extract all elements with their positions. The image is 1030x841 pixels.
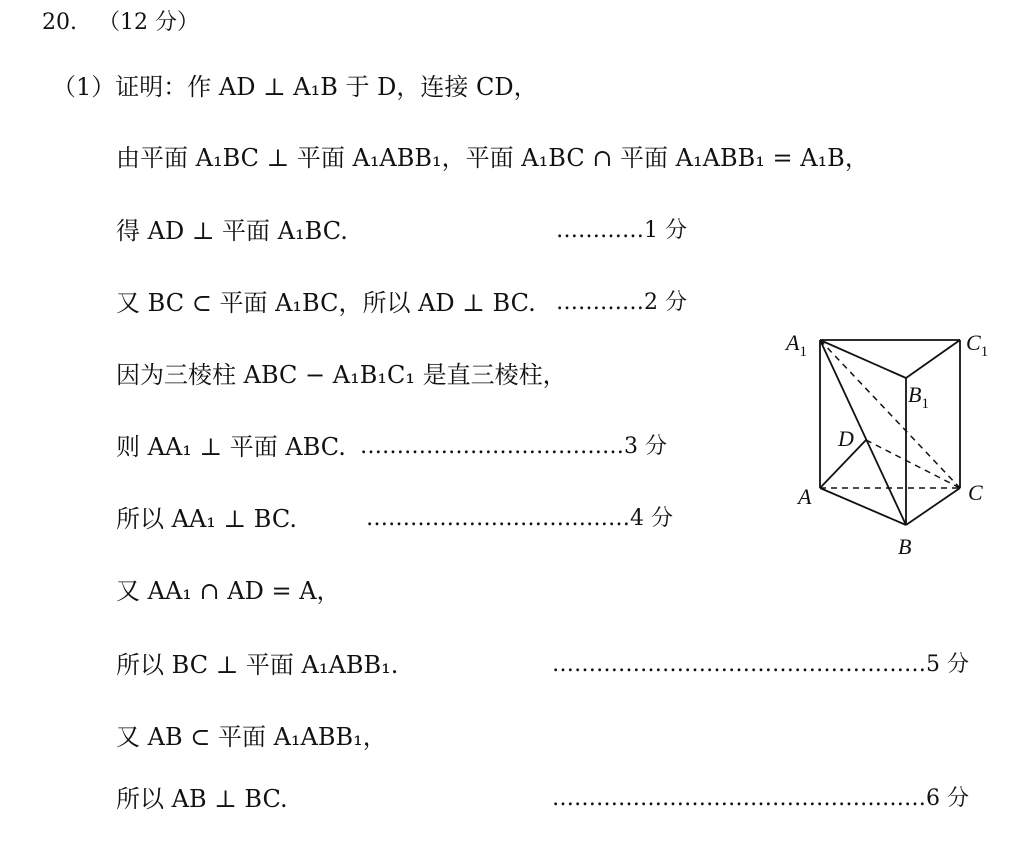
step-text: 得 AD ⊥ 平面 A₁BC. xyxy=(116,217,348,245)
edge-a1-b1 xyxy=(820,340,906,378)
edge-a-b xyxy=(820,488,906,525)
step-text: 由平面 A₁BC ⊥ 平面 A₁ABB₁，平面 A₁BC ∩ 平面 A₁ABB₁ = A₁B， xyxy=(116,144,869,172)
step-text: 所以 BC ⊥ 平面 A₁ABB₁. xyxy=(116,651,399,679)
step-text: 又 AA₁ ∩ AD = A， xyxy=(116,577,341,605)
label-c1: $C_1$ xyxy=(966,330,989,360)
problem-number: 20. xyxy=(42,10,77,35)
step-text: 所以 AB ⊥ BC. xyxy=(116,785,288,813)
label-b1: $B_1$ xyxy=(908,382,929,412)
edge-d-c-hidden xyxy=(866,440,960,488)
step-score: ……………………………………………6 分 xyxy=(552,786,969,811)
problem-points: （12 分） xyxy=(98,10,199,35)
step-text: 又 AB ⊂ 平面 A₁ABB₁， xyxy=(116,723,387,751)
edge-b1-c1 xyxy=(906,340,960,378)
label-a: A xyxy=(798,484,812,509)
label-b: B xyxy=(898,534,912,559)
step-score: …………1 分 xyxy=(556,218,687,243)
step-score: ………………………………4 分 xyxy=(366,506,673,531)
step-text: 又 BC ⊂ 平面 A₁BC，所以 AD ⊥ BC. xyxy=(116,289,536,317)
edge-a1-b xyxy=(820,340,906,525)
edge-b-c xyxy=(906,488,960,525)
prism-figure xyxy=(780,318,1000,568)
step-text: 因为三棱柱 ABC − A₁B₁C₁ 是直三棱柱， xyxy=(116,361,567,389)
step-text: 所以 AA₁ ⊥ BC. xyxy=(116,505,297,533)
label-d: D xyxy=(838,426,854,451)
part1-intro: （1）证明：作 AD ⊥ A₁B 于 D，连接 CD， xyxy=(52,73,538,101)
label-c: C xyxy=(968,480,983,505)
step-score: …………2 分 xyxy=(556,290,687,315)
step-score: ……………………………………………5 分 xyxy=(552,652,969,677)
label-a1: $A_1$ xyxy=(786,330,807,360)
step-score: ………………………………3 分 xyxy=(360,434,667,459)
step-text: 则 AA₁ ⊥ 平面 ABC. xyxy=(116,433,346,461)
